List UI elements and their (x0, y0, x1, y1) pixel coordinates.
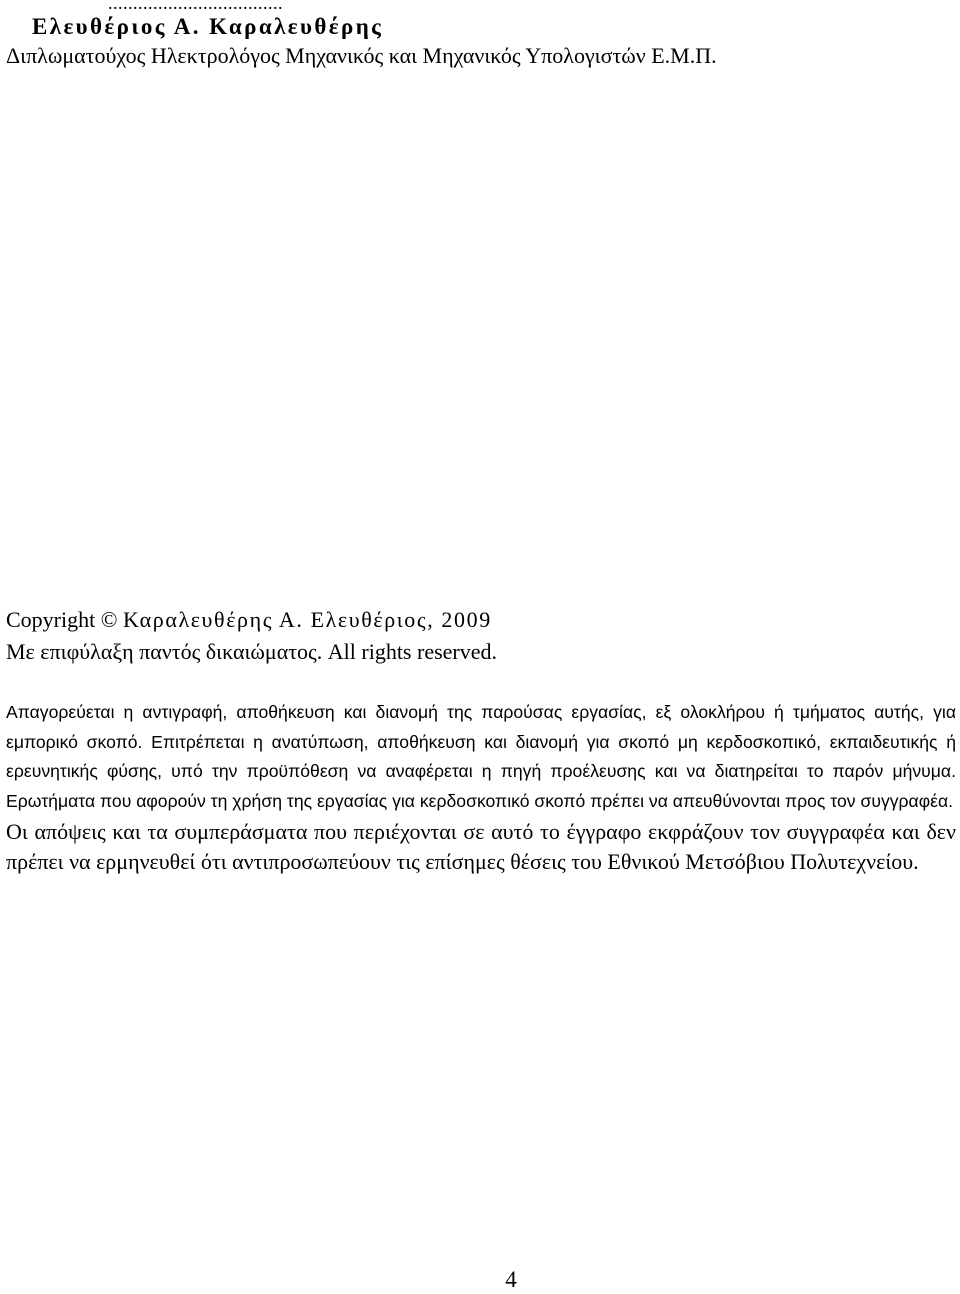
copyright-prefix: Copyright © (6, 607, 123, 632)
copying-policy-paragraph: Απαγορεύεται η αντιγραφή, αποθήκευση και διανομή της παρούσας εργασίας, εξ ολοκλήρου ή τμήματος αυτής, για εμπορικό σκοπό. Επιτρέπεται η ανατύπωση, αποθήκευση και διανομή για σκοπό μη κερδοσκοπικό, εκπαιδευτικής ή ερευνητικής φύσης, υπό την προϋπόθεση να αναφέρεται η πηγή προέλευσης και να διατηρείται το παρόν μήνυμα. Ερωτήματα που αφορούν τη χρήση της εργασίας για κερδοσκοπικό σκοπό πρέπει να απευθύνονται προς τον συγγραφέα. (6, 702, 956, 811)
copyright-holder: Καραλευθέρης Α. Ελευθέριος, 2009 (122, 607, 492, 632)
page-number: 4 (505, 1267, 517, 1292)
author-name: Ελευθέριος Α. Καραλευθέρης (32, 14, 384, 39)
rights-reserved-line: Με επιφύλαξη παντός δικαιώματος. All rights reserved. (6, 639, 498, 664)
signature-dotted-line: ................................... (108, 0, 283, 13)
author-title: Διπλωματούχος Ηλεκτρολόγος Μηχανικός και Μηχανικός Υπολογιστών Ε.Μ.Π. (6, 43, 717, 68)
copyright-line (6, 606, 492, 634)
disclaimer-paragraph: Οι απόψεις και τα συμπεράσματα που περιέχονται σε αυτό το έγγραφο εκφράζουν τον συγγραφέα και δεν πρέπει να ερμηνευθεί ότι αντιπροσωπεύουν τις επίσημες θέσεις του Εθνικού Μετσόβιου Πολυτεχνείου. (6, 819, 956, 874)
